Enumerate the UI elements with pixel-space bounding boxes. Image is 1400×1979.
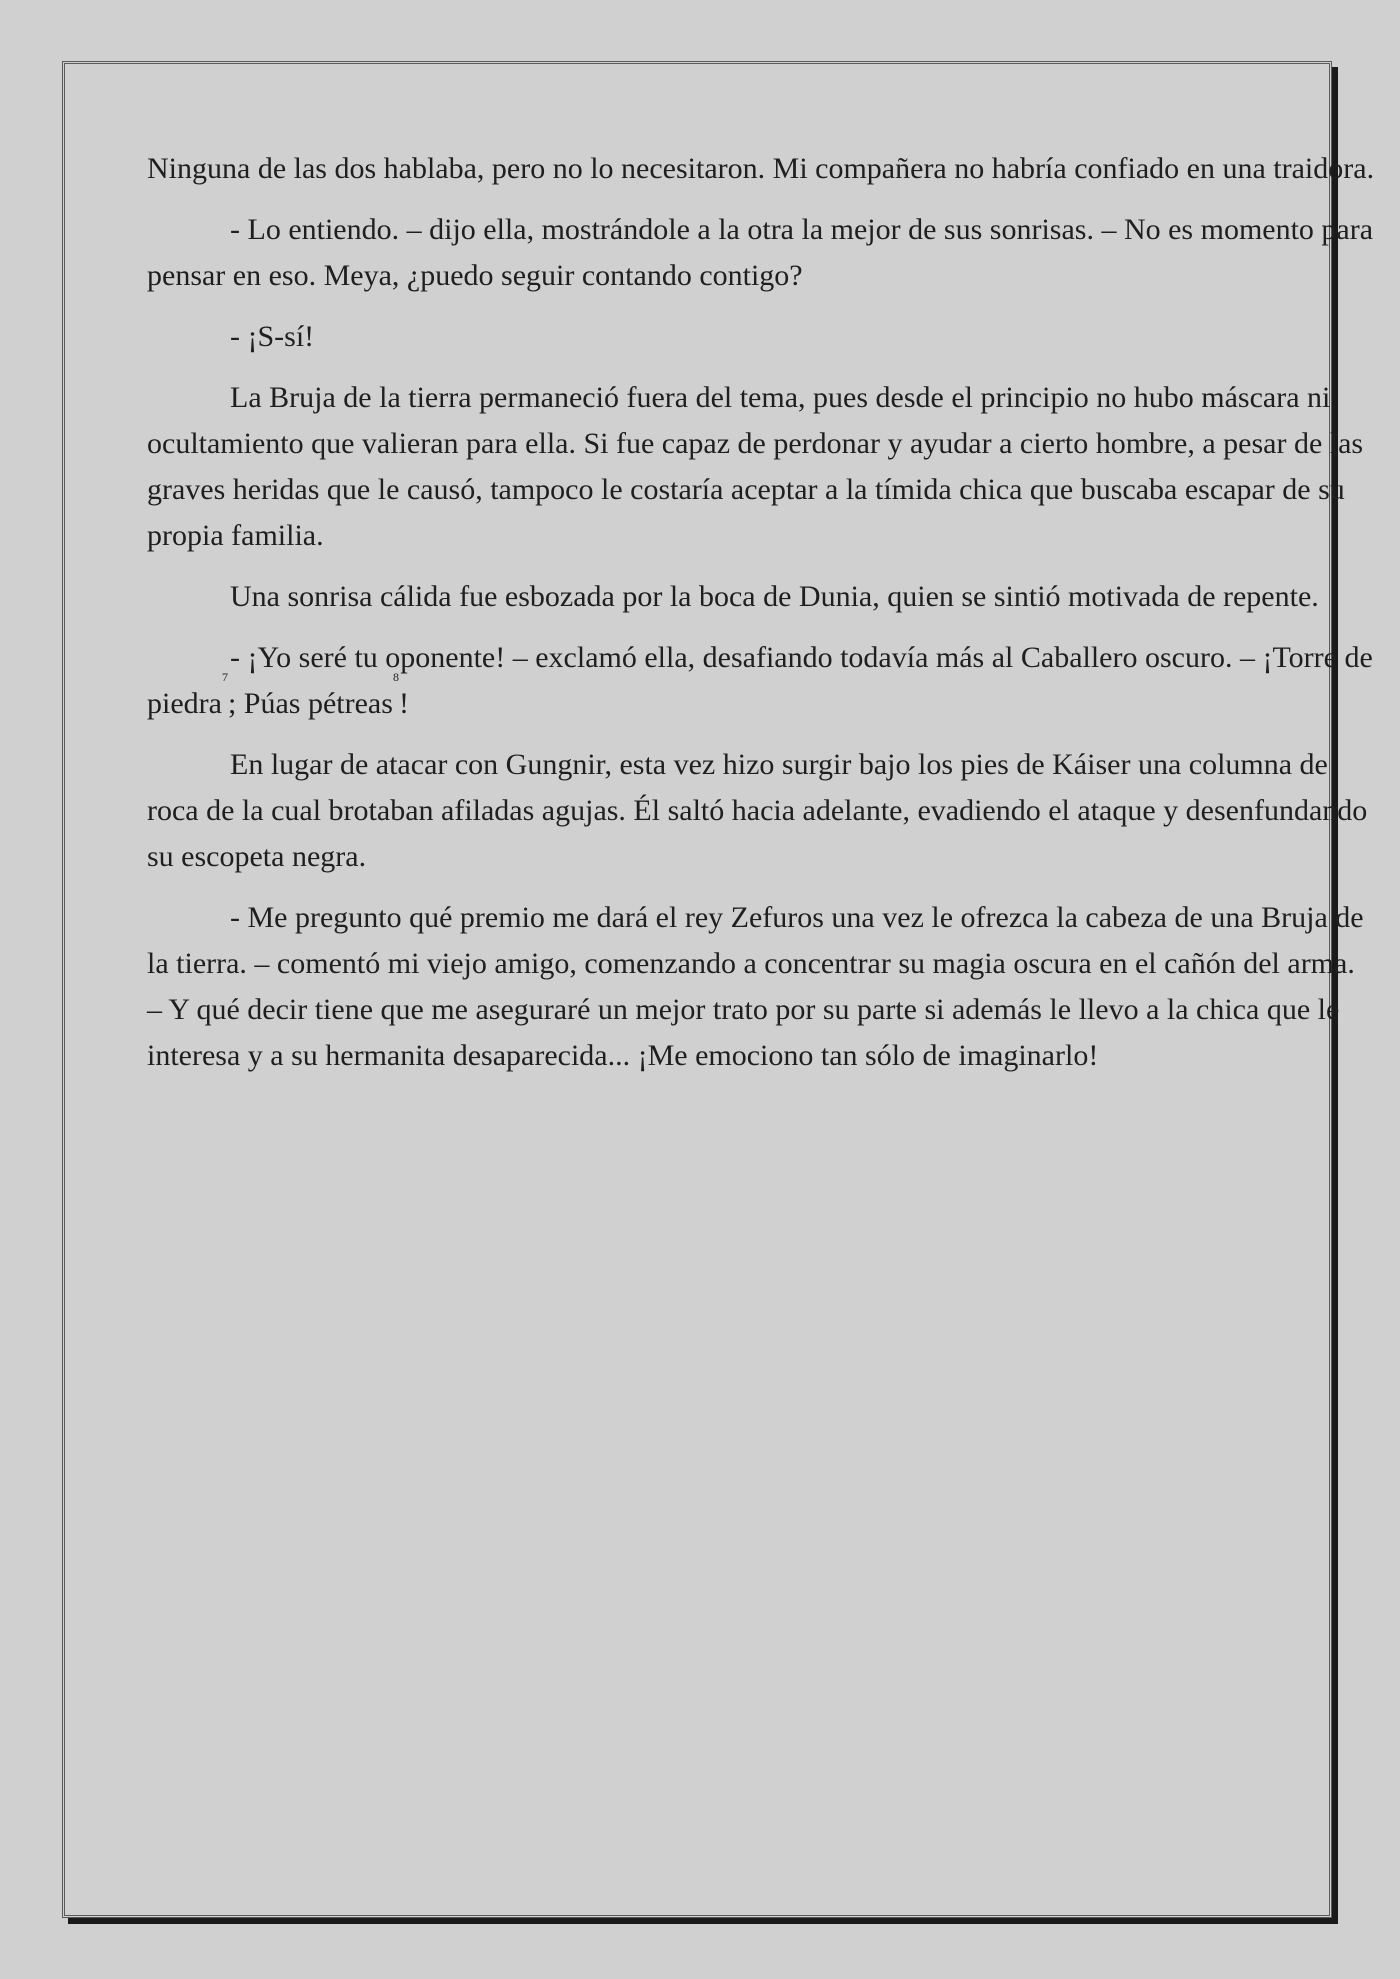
paragraph-text: ; Púas pétreas bbox=[227, 687, 393, 720]
paragraph-3 bbox=[147, 314, 1375, 360]
footnote-marker-8[interactable]: 8 bbox=[392, 670, 399, 684]
paragraph-text: En lugar de atacar con Gungnir, esta vez hizo surgir bajo los pies de Káiser una columna de roca de la cual brotaban afiladas agujas. Él saltó hacia adelante, evadiendo el ataque y desenfundando su escopeta negra. bbox=[147, 748, 1368, 873]
footnote-marker-7[interactable]: 7 bbox=[221, 670, 228, 684]
paragraph-8 bbox=[147, 895, 1375, 1079]
paragraph-4 bbox=[147, 375, 1375, 559]
paragraph-text: ! bbox=[398, 687, 409, 720]
paragraph-1 bbox=[147, 146, 1375, 192]
paragraph-text: - Me pregunto qué premio me dará el rey Zefuros una vez le ofrezca la cabeza de una Bruja de la tierra. – comentó mi viejo amigo, comenzando a concentrar su magia oscura en el cañón del arma. – Y qué decir tiene que me aseguraré un mejor trato por su parte si además le llevo a la chica que le interesa y a su hermanita desaparecida... ¡Me emociono tan sólo de imaginarlo! bbox=[147, 901, 1364, 1072]
book-page bbox=[62, 61, 1375, 1918]
paragraph-6 bbox=[147, 635, 1375, 727]
paragraph-text: - ¡S-sí! bbox=[230, 320, 315, 353]
paragraph-text: - Lo entiendo. – dijo ella, mostrándole a la otra la mejor de sus sonrisas. – No es momento para pensar en eso. Meya, ¿puedo seguir contando contigo? bbox=[147, 213, 1374, 292]
paragraph-2 bbox=[147, 207, 1375, 299]
paragraph-text: - ¡Yo seré tu oponente! – exclamó ella, desafiando todavía más al Caballero oscuro. – ¡Torre de piedra bbox=[147, 641, 1373, 720]
page-body bbox=[147, 146, 1375, 1094]
paragraph-text: La Bruja de la tierra permaneció fuera del tema, pues desde el principio no hubo máscara ni ocultamiento que valieran para ella. Si fue capaz de perdonar y ayudar a cierto hombre, a pesar de las graves heridas que le causó, tampoco le costaría aceptar a la tímida chica que buscaba escapar de su propia familia. bbox=[147, 381, 1364, 552]
paragraph-7 bbox=[147, 742, 1375, 880]
paragraph-text: Ninguna de las dos hablaba, pero no lo necesitaron. Mi compañera no habría confiado en una traidora. bbox=[147, 152, 1375, 185]
paragraph-5 bbox=[147, 574, 1375, 620]
paragraph-text: Una sonrisa cálida fue esbozada por la boca de Dunia, quien se sintió motivada de repente. bbox=[230, 580, 1319, 613]
